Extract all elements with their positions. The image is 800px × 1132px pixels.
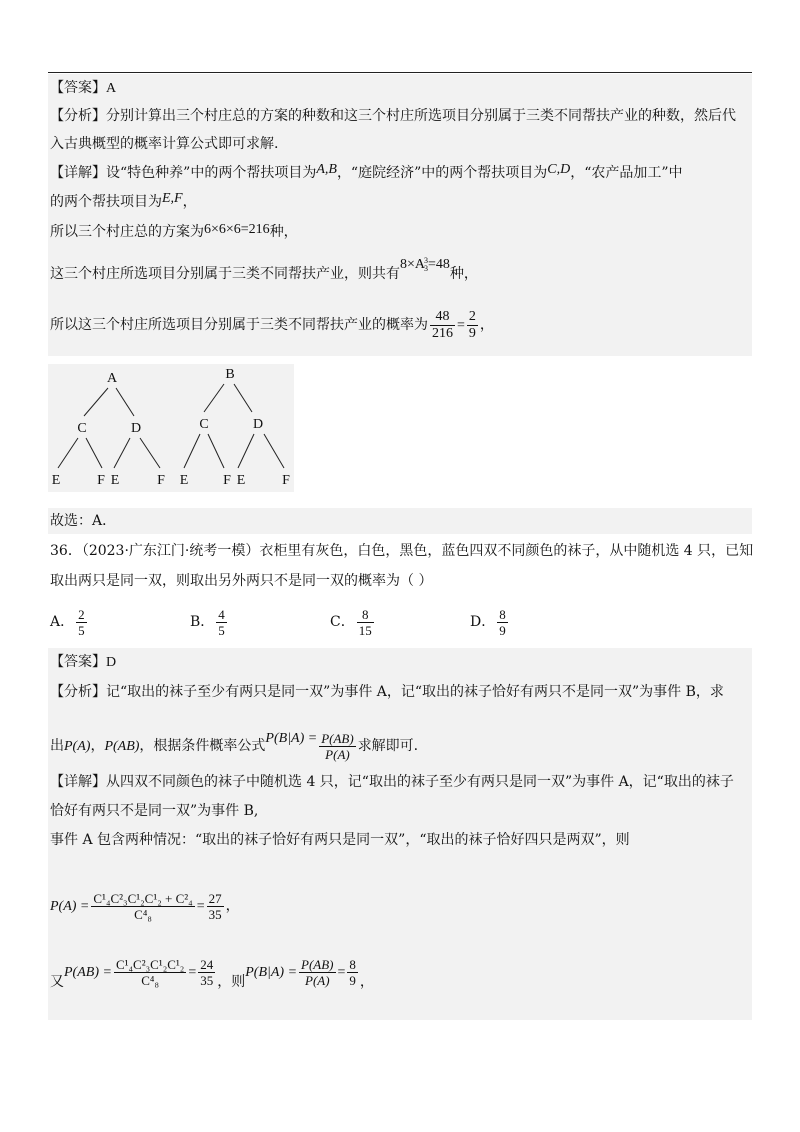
option-fraction — [76, 607, 87, 638]
fraction-numerator: 8 — [349, 956, 356, 972]
pab-value — [198, 957, 215, 988]
detail-text: ，“农产品加工”中 — [570, 165, 683, 181]
comma: ， — [90, 738, 105, 754]
equals: = — [457, 318, 465, 333]
diff-suffix: 种， — [449, 266, 478, 282]
pa-fraction — [91, 891, 194, 922]
pa-lhs: P(A) = — [50, 899, 90, 914]
detail-text: ，“庭院经济”中的两个帮扶项目为 — [336, 165, 548, 181]
fraction-denominator: 15 — [358, 622, 372, 638]
detail-text: 的两个帮扶项目为 — [50, 194, 162, 210]
analysis-line-35a — [50, 106, 736, 126]
options-36 — [50, 602, 610, 642]
tree-node-e: E — [179, 473, 189, 488]
fraction-denominator: 5 — [218, 622, 225, 638]
tree-diagram — [48, 364, 294, 492]
res-lhs: P(B|A) = — [245, 965, 298, 980]
analysis-text: 记“取出的袜子至少有两只是同一双”为事件 A，记“取出的袜子恰好有两只不是同一双”为事件 B，求 — [106, 684, 724, 700]
prob-fraction — [430, 309, 455, 342]
total-line — [50, 222, 298, 243]
option-a[interactable] — [50, 602, 190, 642]
diff-expr: 8×A 3 3 =48 — [400, 255, 450, 273]
cond-lhs: P(B|A) = — [265, 731, 318, 746]
option-d[interactable] — [470, 602, 610, 642]
cond-fraction — [319, 731, 355, 762]
fraction-numerator: P(AB) — [301, 956, 334, 972]
tree-node-d: D — [130, 421, 142, 436]
option-label: D． — [470, 614, 496, 630]
res-fraction — [299, 957, 335, 988]
tree-node-b: B — [225, 367, 235, 382]
detail-line-35b — [50, 192, 197, 213]
conclusion-block-35 — [48, 508, 752, 534]
fraction-numerator: 2 — [468, 308, 476, 324]
detail-line-36c: 事件 A 包含两种情况：“取出的袜子恰好有两只是同一双”，“取出的袜子恰好四只是两双”，则 — [50, 832, 630, 848]
answer-label: 【答案】 — [50, 80, 106, 96]
tree-node-f: F — [282, 473, 290, 488]
prob-line — [50, 305, 494, 346]
question-36-line1: 36．（2023·广东江门·统考一模）衣柜里有灰色，白色，黑色，蓝色四双不同颜色的袜子，从中随机选 4 只，已知 — [50, 543, 754, 559]
detail-text: 设“特色种养”中的两个帮扶项目为 — [106, 165, 317, 181]
detail-line-36b: 恰好有两只不是同一双”为事件 B, — [50, 803, 259, 819]
fraction-denominator: 35 — [208, 906, 222, 922]
tree-node-c: C — [199, 417, 209, 432]
also-text: 又 — [50, 974, 64, 990]
analysis-text: 出 — [50, 738, 64, 754]
fraction-denominator: P(A) — [325, 746, 350, 762]
fraction-numerator: C¹₄C²₃C¹₂C¹₂ — [115, 956, 185, 972]
detail-line-35a — [50, 163, 683, 184]
top-rule — [48, 72, 752, 73]
detail-label: 【详解】 — [50, 165, 106, 181]
tree-node-e: E — [110, 473, 120, 488]
option-label: A． — [50, 614, 75, 630]
diff-prefix: 这三个村庄所选项目分别属于三类不同帮扶产业，则共有 — [50, 266, 400, 282]
total-prefix: 所以三个村庄总的方案为 — [50, 224, 204, 240]
detail-text: ， — [182, 194, 197, 210]
analysis-label: 【分析】 — [50, 108, 106, 124]
analysis-line-36b — [50, 726, 418, 767]
option-label: B． — [190, 614, 215, 630]
pa-formula — [50, 882, 240, 931]
tree-node-c: C — [77, 421, 87, 436]
math-pa: P(A) — [64, 739, 91, 754]
option-c[interactable] — [330, 602, 470, 642]
detail-line-36a — [50, 772, 734, 792]
fraction-numerator: 8 — [499, 606, 506, 622]
tree-node-d: D — [252, 417, 264, 432]
answer-label: 【答案】 — [50, 654, 106, 670]
option-fraction — [497, 607, 508, 638]
analysis-text: ，根据条件概率公式 — [139, 738, 266, 754]
math-cd: C,D — [547, 162, 571, 177]
analysis-text: 分别计算出三个村庄总的方案的种数和这三个村庄所选项目分别属于三类不同帮扶产业的种数，然后代 — [106, 108, 736, 124]
answer-value: D — [106, 655, 117, 670]
total-suffix: 种， — [269, 224, 298, 240]
pa-value — [207, 891, 224, 922]
math-pab: P(AB) — [104, 739, 140, 754]
equals: = — [196, 899, 205, 914]
option-label: C． — [330, 614, 355, 630]
answer-line-36 — [50, 652, 116, 673]
tree-node-f: F — [223, 473, 231, 488]
fraction-denominator: 216 — [432, 325, 453, 341]
math-ab: A,B — [316, 162, 337, 177]
tree-node-a: A — [106, 371, 118, 386]
diff-expr-b: =48 — [428, 257, 450, 272]
analysis-label: 【分析】 — [50, 684, 106, 700]
equals: = — [188, 965, 197, 980]
fraction-denominator: 9 — [499, 622, 506, 638]
pab-formula — [50, 958, 374, 1007]
fraction-denominator: P(A) — [305, 972, 330, 988]
option-b[interactable] — [190, 602, 330, 642]
comma: ， — [359, 974, 374, 990]
pab-fraction — [114, 957, 186, 988]
answer-value: A — [106, 81, 117, 96]
prob-prefix: 所以这三个村庄所选项目分别属于三类不同帮扶产业的概率为 — [50, 317, 428, 333]
fraction-denominator: 9 — [468, 325, 476, 341]
res-value — [347, 957, 358, 988]
comma: ， — [225, 898, 240, 914]
total-expr: 6×6×6=216 — [204, 222, 270, 237]
fraction-numerator: 2 — [78, 606, 85, 622]
pab-lhs: P(AB) = — [64, 965, 112, 980]
prob-suffix: ， — [479, 317, 494, 333]
fraction-denominator: 9 — [349, 972, 356, 988]
equals: = — [337, 965, 346, 980]
detail-label: 【详解】 — [50, 774, 106, 790]
fraction-numerator: 8 — [357, 607, 374, 623]
analysis-line-36a — [50, 682, 724, 702]
detail-text: 从四双不同颜色的袜子中随机选 4 只，记“取出的袜子至少有两只是同一双”为事件 A，记“取出的袜子 — [106, 774, 734, 790]
answer-line-35 — [50, 78, 116, 99]
fraction-numerator: C¹₄C²₃C¹₂C¹₂ + C²₄ — [93, 890, 193, 906]
fraction-numerator: 24 — [200, 956, 214, 972]
fraction-numerator: 27 — [208, 890, 222, 906]
fraction-denominator: C⁴₈ — [134, 906, 152, 922]
fraction-denominator: 5 — [78, 622, 85, 638]
analysis-text: 求解即可. — [357, 738, 419, 754]
math-ef: E,F — [162, 191, 183, 206]
then-text: ，则 — [217, 974, 246, 990]
fraction-numerator: 4 — [218, 606, 225, 622]
fraction-numerator: 48 — [430, 309, 455, 326]
prob-fraction-reduced — [467, 309, 478, 342]
tree-node-e: E — [51, 473, 61, 488]
conclusion-35: 故选：A． — [50, 513, 117, 529]
fraction-denominator: C⁴₈ — [141, 972, 160, 988]
question-36-line2: 取出两只是同一双，则取出另外两只不是同一双的概率为（ ） — [50, 573, 433, 589]
option-fraction — [357, 607, 374, 638]
tree-node-f: F — [157, 473, 165, 488]
diff-expr-a: 8×A — [400, 257, 426, 272]
tree-node-e: E — [236, 473, 246, 488]
fraction-denominator: 35 — [200, 972, 214, 988]
diff-line — [50, 255, 478, 285]
tree-node-f: F — [97, 473, 105, 488]
analysis-line-35b: 入古典概型的概率计算公式即可求解. — [50, 136, 279, 152]
fraction-numerator: P(AB) — [321, 730, 354, 746]
option-fraction — [216, 607, 227, 638]
